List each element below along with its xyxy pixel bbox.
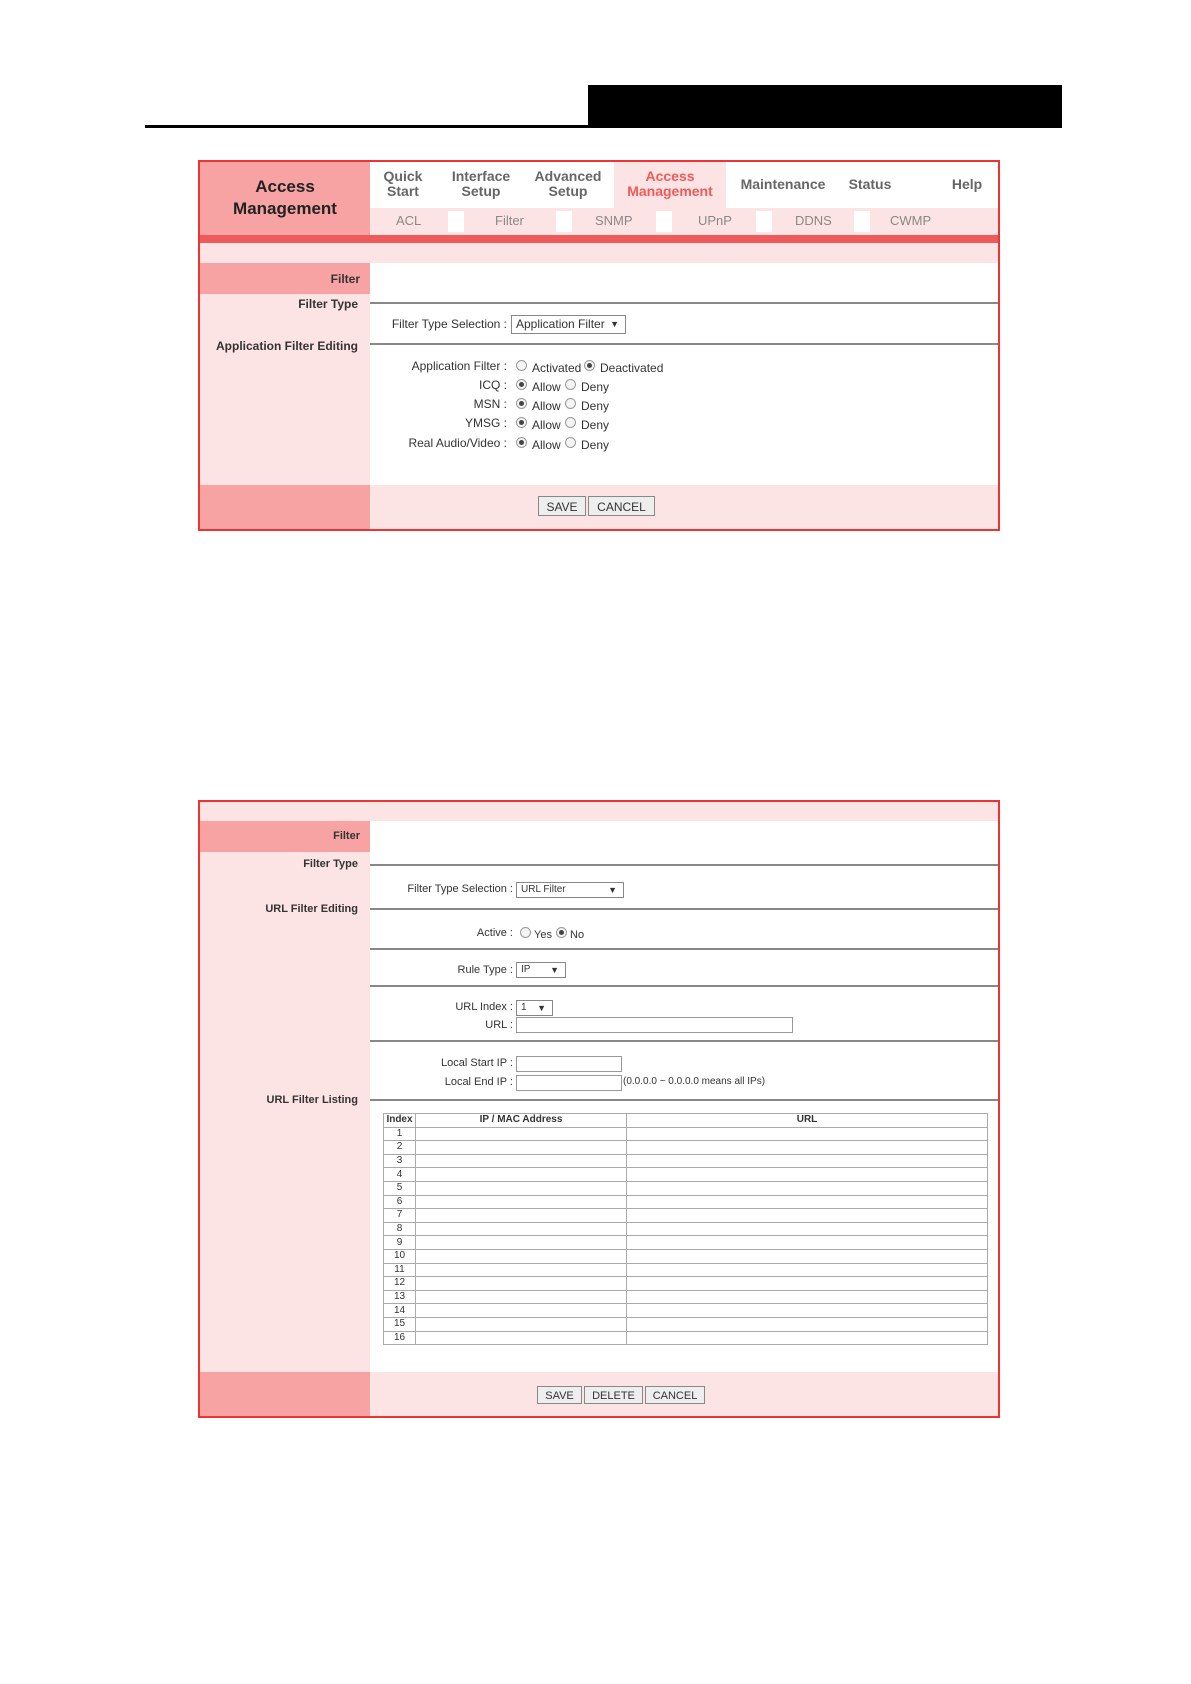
- row-ip-mac: [416, 1277, 627, 1291]
- deactivated-radio[interactable]: [584, 360, 595, 371]
- row-index: 7: [384, 1209, 416, 1223]
- url-index-value: 1: [521, 1002, 527, 1013]
- row-index: 6: [384, 1195, 416, 1209]
- tab-label: Access: [645, 168, 695, 184]
- row-ip-mac: [416, 1209, 627, 1223]
- active-no-radio[interactable]: [556, 927, 567, 938]
- subtab-separator: [448, 211, 464, 232]
- row-url: [627, 1222, 988, 1236]
- nav-divider: [200, 235, 998, 243]
- footer-left: [200, 485, 370, 529]
- filter-type-value: Application Filter: [516, 317, 605, 331]
- row-index: 1: [384, 1127, 416, 1141]
- row-url: [627, 1141, 988, 1155]
- filter-type-label: Filter Type: [303, 858, 358, 870]
- subtab-filter[interactable]: Filter: [495, 213, 524, 228]
- dropdown-arrow-icon: ▼: [537, 1003, 546, 1013]
- table-row: [384, 1304, 988, 1318]
- filter-type-selection-label: Filter Type Selection :: [407, 883, 513, 895]
- tab-label: Interface: [451, 168, 511, 184]
- rule-type-label: Rule Type :: [457, 964, 513, 976]
- allow-label: Allow: [532, 380, 561, 394]
- row-index: 3: [384, 1154, 416, 1168]
- url-input[interactable]: [516, 1017, 793, 1033]
- table-row: [384, 1249, 988, 1263]
- activated-label: Activated: [532, 361, 582, 375]
- page-header-bar: [588, 85, 1062, 128]
- filter-type-label: Filter Type: [298, 297, 358, 311]
- subtab-upnp[interactable]: UPnP: [698, 213, 732, 228]
- row-url: [627, 1317, 988, 1331]
- divider: [370, 1099, 998, 1101]
- msn-allow-radio[interactable]: [516, 398, 527, 409]
- left-column: [200, 802, 370, 1416]
- row-ip-mac: [416, 1304, 627, 1318]
- url-index-label: URL Index :: [455, 1001, 513, 1013]
- subtab-ddns[interactable]: DDNS: [795, 213, 832, 228]
- spacer-band: [200, 243, 998, 263]
- active-yes-radio[interactable]: [520, 927, 531, 938]
- brand-block: [200, 162, 370, 235]
- row-url: [627, 1331, 988, 1345]
- subtab-cwmp[interactable]: CWMP: [890, 213, 932, 228]
- local-end-ip-label: Local End IP :: [444, 1076, 513, 1088]
- tab-help[interactable]: [942, 177, 992, 192]
- save-button[interactable]: SAVE: [537, 1386, 582, 1404]
- table-row: [384, 1154, 988, 1168]
- table-row: [384, 1181, 988, 1195]
- divider: [370, 302, 998, 304]
- column-header-ip-mac: IP / MAC Address: [416, 1114, 627, 1128]
- tab-quick-start[interactable]: [370, 169, 436, 199]
- row-url: [627, 1263, 988, 1277]
- filter-type-value: URL Filter: [521, 884, 566, 895]
- row-ip-mac: [416, 1127, 627, 1141]
- table-row: [384, 1222, 988, 1236]
- row-index: 11: [384, 1263, 416, 1277]
- local-start-ip-label: Local Start IP :: [441, 1057, 513, 1069]
- activated-radio[interactable]: [516, 360, 527, 371]
- section-title: Filter: [330, 272, 360, 286]
- row-ip-mac: [416, 1181, 627, 1195]
- row-index: 5: [384, 1181, 416, 1195]
- column-header-index: Index: [384, 1114, 416, 1128]
- table-row: [384, 1317, 988, 1331]
- delete-button[interactable]: DELETE: [584, 1386, 643, 1404]
- url-label: URL :: [485, 1019, 513, 1031]
- msn-label: MSN :: [473, 397, 507, 411]
- icq-allow-radio[interactable]: [516, 379, 527, 390]
- row-index: 10: [384, 1249, 416, 1263]
- active-label: Active :: [476, 927, 513, 939]
- row-ip-mac: [416, 1290, 627, 1304]
- table-row: [384, 1331, 988, 1345]
- row-url: [627, 1154, 988, 1168]
- ymsg-label: YMSG :: [464, 416, 507, 430]
- row-index: 15: [384, 1317, 416, 1331]
- dropdown-arrow-icon: ▼: [550, 965, 559, 975]
- rule-type-value: IP: [521, 964, 531, 975]
- deny-label: Deny: [581, 399, 610, 413]
- tab-label: Quick: [383, 168, 423, 184]
- row-url: [627, 1209, 988, 1223]
- row-index: 14: [384, 1304, 416, 1318]
- tab-label: Management: [627, 183, 713, 199]
- table-row: [384, 1277, 988, 1291]
- allow-label: Allow: [532, 438, 561, 452]
- row-ip-mac: [416, 1263, 627, 1277]
- table-row: [384, 1141, 988, 1155]
- msn-deny-radio[interactable]: [565, 398, 576, 409]
- ymsg-deny-radio[interactable]: [565, 417, 576, 428]
- tab-label: Setup: [461, 183, 501, 199]
- row-url: [627, 1277, 988, 1291]
- footer-left: [200, 1372, 370, 1416]
- page-header-rule: [145, 125, 590, 128]
- row-ip-mac: [416, 1317, 627, 1331]
- row-index: 9: [384, 1236, 416, 1250]
- section-title: Filter: [333, 830, 360, 842]
- table-row: [384, 1127, 988, 1141]
- row-ip-mac: [416, 1331, 627, 1345]
- tab-label: Status: [848, 176, 892, 192]
- row-ip-mac: [416, 1154, 627, 1168]
- table-row: [384, 1168, 988, 1182]
- cancel-button[interactable]: CANCEL: [645, 1386, 705, 1404]
- tab-label: Start: [387, 183, 419, 199]
- row-index: 12: [384, 1277, 416, 1291]
- filter-type-select[interactable]: [516, 882, 624, 898]
- row-url: [627, 1236, 988, 1250]
- tab-label: Help: [951, 176, 983, 192]
- button-bar: [370, 485, 998, 529]
- yes-label: Yes: [534, 929, 552, 941]
- table-row: [384, 1290, 988, 1304]
- row-ip-mac: [416, 1168, 627, 1182]
- filter-type-select[interactable]: [511, 315, 626, 334]
- icq-label: ICQ :: [478, 378, 507, 392]
- tab-label: Maintenance: [740, 176, 826, 192]
- allow-label: Allow: [532, 418, 561, 432]
- real-av-allow-radio[interactable]: [516, 437, 527, 448]
- row-index: 16: [384, 1331, 416, 1345]
- dropdown-arrow-icon: ▼: [610, 319, 619, 329]
- row-ip-mac: [416, 1249, 627, 1263]
- local-end-ip-input[interactable]: [516, 1075, 622, 1091]
- table-row: [384, 1209, 988, 1223]
- main-nav: [370, 162, 998, 208]
- row-url: [627, 1290, 988, 1304]
- app-filter-label: Application Filter :: [411, 359, 507, 373]
- table-row: [384, 1263, 988, 1277]
- subtab-separator: [656, 211, 672, 232]
- dropdown-arrow-icon: ▼: [608, 885, 617, 895]
- row-index: 13: [384, 1290, 416, 1304]
- rule-type-select[interactable]: [516, 962, 566, 978]
- editing-label: URL Filter Editing: [265, 903, 358, 915]
- subtab-snmp[interactable]: SNMP: [595, 213, 633, 228]
- url-index-select[interactable]: [516, 1000, 553, 1016]
- subtab-separator: [854, 211, 870, 232]
- table-row: [384, 1195, 988, 1209]
- row-url: [627, 1127, 988, 1141]
- url-filter-table: [383, 1113, 988, 1345]
- filter-type-selection-label: Filter Type Selection :: [391, 317, 507, 331]
- row-ip-mac: [416, 1195, 627, 1209]
- tab-advanced-setup[interactable]: [526, 169, 610, 199]
- top-band: [200, 802, 998, 821]
- tab-maintenance[interactable]: [734, 177, 832, 192]
- application-filter-panel: [198, 160, 1000, 531]
- row-url: [627, 1304, 988, 1318]
- icq-deny-radio[interactable]: [565, 379, 576, 390]
- allow-label: Allow: [532, 399, 561, 413]
- tab-interface-setup[interactable]: [442, 169, 520, 199]
- table-header-row: [384, 1114, 988, 1128]
- ymsg-allow-radio[interactable]: [516, 417, 527, 428]
- cancel-button[interactable]: CANCEL: [588, 496, 655, 516]
- subtab-separator: [556, 211, 572, 232]
- tab-label: Setup: [548, 183, 588, 199]
- subtab-acl[interactable]: ACL: [396, 213, 422, 228]
- deactivated-label: Deactivated: [600, 361, 664, 375]
- section-header: [200, 263, 370, 294]
- divider: [370, 985, 998, 987]
- no-label: No: [570, 929, 585, 941]
- local-start-ip-input[interactable]: [516, 1056, 622, 1072]
- row-url: [627, 1181, 988, 1195]
- row-url: [627, 1249, 988, 1263]
- tab-access-management[interactable]: [614, 162, 726, 208]
- save-button[interactable]: SAVE: [538, 496, 586, 516]
- row-url: [627, 1168, 988, 1182]
- row-ip-mac: [416, 1236, 627, 1250]
- tab-status[interactable]: [840, 177, 900, 192]
- row-index: 2: [384, 1141, 416, 1155]
- tab-label: Advanced: [534, 168, 602, 184]
- brand-line-1: Access: [255, 177, 315, 196]
- divider: [370, 908, 998, 910]
- subtab-separator: [756, 211, 772, 232]
- listing-label: URL Filter Listing: [266, 1094, 358, 1106]
- deny-label: Deny: [581, 438, 610, 452]
- divider: [370, 343, 998, 345]
- deny-label: Deny: [581, 418, 610, 432]
- row-ip-mac: [416, 1141, 627, 1155]
- divider: [370, 864, 998, 866]
- ip-range-hint: (0.0.0.0 ~ 0.0.0.0 means all IPs): [623, 1076, 766, 1087]
- row-index: 8: [384, 1222, 416, 1236]
- divider: [370, 1040, 998, 1042]
- brand-line-2: Management: [233, 199, 337, 218]
- deny-label: Deny: [581, 380, 610, 394]
- section-header: [200, 821, 370, 852]
- row-index: 4: [384, 1168, 416, 1182]
- row-url: [627, 1195, 988, 1209]
- column-header-url: URL: [627, 1114, 988, 1128]
- divider: [370, 948, 998, 950]
- table-row: [384, 1236, 988, 1250]
- real-av-label: Real Audio/Video :: [408, 436, 507, 450]
- url-filter-panel: [198, 800, 1000, 1418]
- editing-label: Application Filter Editing: [216, 339, 358, 353]
- row-ip-mac: [416, 1222, 627, 1236]
- real-av-deny-radio[interactable]: [565, 437, 576, 448]
- sub-nav: [370, 208, 998, 235]
